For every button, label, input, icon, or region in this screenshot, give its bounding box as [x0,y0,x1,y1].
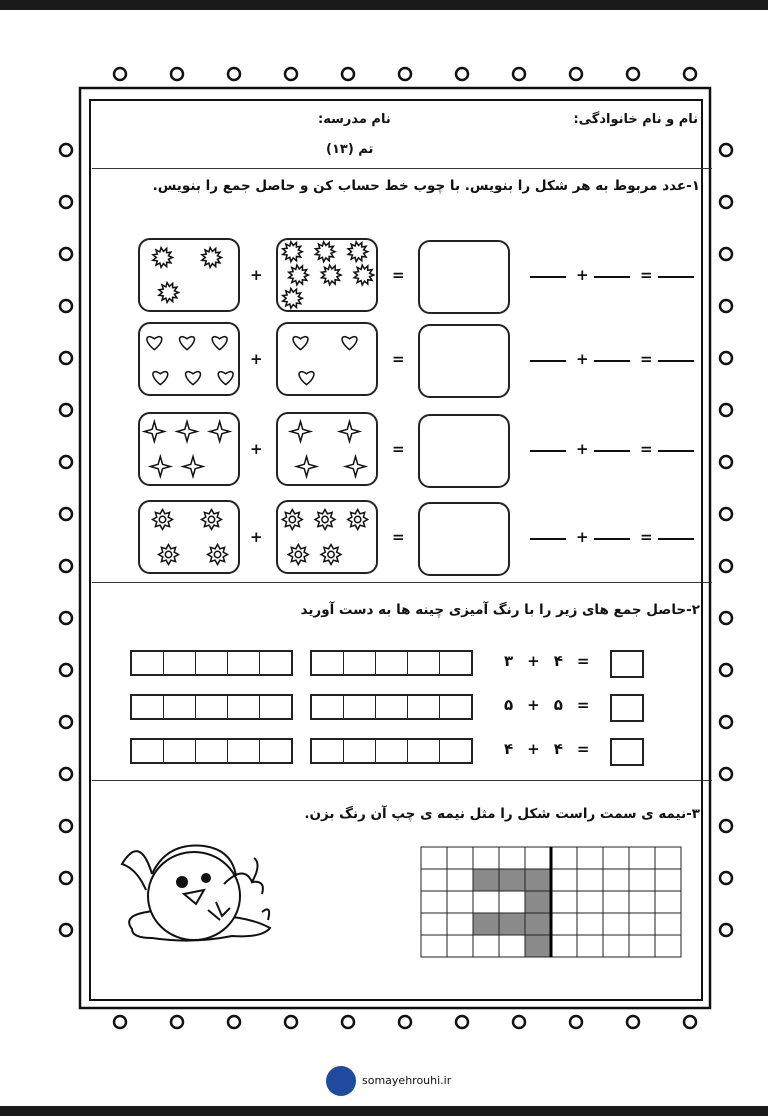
strip-cell[interactable] [439,740,471,762]
grid-cell[interactable] [447,869,473,891]
answer-box[interactable] [418,324,510,398]
heart-shape [153,372,168,385]
sun-center [354,516,360,522]
sum-answer-box[interactable] [610,650,644,678]
strip-cell[interactable] [132,696,163,718]
operand-a: ۵ [553,696,563,714]
strip-cell[interactable] [163,696,195,718]
sun-shape [315,510,335,530]
strip-cell[interactable] [407,652,439,674]
grid-cell[interactable] [629,847,655,869]
grid-cell[interactable] [577,913,603,935]
sun-shape [348,510,368,530]
strip-cell[interactable] [227,740,259,762]
grid-cell[interactable] [655,891,681,913]
strip-cell[interactable] [312,696,343,718]
operand-b: ۳ [504,652,514,670]
sum-answer-box[interactable] [610,694,644,722]
sun-center [159,516,165,522]
grid-cell[interactable] [421,913,447,935]
plus-sign: + [527,652,540,670]
grid-cell[interactable] [499,869,525,891]
q3-title: ۳-نیمه ی سمت راست شکل را مثل نیمه ی چپ آن رنگ بزن. [304,806,700,822]
tally-equals: = [640,440,653,458]
equals-sign: = [392,528,405,546]
left-shape-box [138,500,240,574]
plus-sign: + [250,528,263,546]
sun-center [328,551,334,557]
worksheet-page [0,10,768,1106]
grid-cell[interactable] [499,913,525,935]
strip-cell[interactable] [259,652,291,674]
grid-cell[interactable] [499,847,525,869]
sparkle-shape [340,422,360,442]
heart-shape [299,372,314,385]
grid-cell[interactable] [603,935,629,957]
grid-cell[interactable] [603,913,629,935]
right-shape-box [276,322,378,396]
strip-cell[interactable] [259,740,291,762]
grid-cell[interactable] [473,847,499,869]
tally-blank-3[interactable] [658,538,694,540]
sun-center [289,516,295,522]
grid-cell[interactable] [421,847,447,869]
school-name-label: نام مدرسه: [318,112,391,127]
grid-cell[interactable] [499,891,525,913]
grid-cell[interactable] [629,869,655,891]
grid-cell[interactable] [447,935,473,957]
equals-sign: = [392,440,405,458]
right-shape-box [276,238,378,312]
sun-group [140,502,238,572]
tally-equals: = [640,528,653,546]
grid-cell[interactable] [447,913,473,935]
grid-cell[interactable] [473,935,499,957]
heart-shape [293,337,308,350]
burst-group [278,240,376,310]
student-name-label: نام و نام خانوادگی: [573,112,698,127]
header-divider [92,168,712,169]
sparkle-group [278,414,376,484]
grid-cell[interactable] [577,869,603,891]
tally-blank-1[interactable] [530,360,566,362]
right-shape-box [276,412,378,486]
burst-shape [321,265,341,285]
answer-box[interactable] [418,240,510,314]
strip-cell[interactable] [163,740,195,762]
sun-shape [288,545,308,565]
left-shape-box [138,322,240,396]
grid-cell[interactable] [551,935,577,957]
operand-a: ۴ [553,740,563,758]
sparkle-group [140,414,238,484]
strip-cell[interactable] [343,652,375,674]
strip-cell[interactable] [195,740,227,762]
plus-sign: + [527,740,540,758]
grid-cell[interactable] [655,913,681,935]
equals-sign: = [576,696,590,714]
grid-cell[interactable] [603,891,629,913]
sparkle-shape [177,422,197,442]
tally-blank-1[interactable] [530,450,566,452]
sum-answer-box[interactable] [610,738,644,766]
tally-plus: + [576,350,589,368]
tally-blank-1[interactable] [530,276,566,278]
counting-strip-left[interactable] [130,650,293,676]
tally-blank-3[interactable] [658,450,694,452]
q2-title: ۲-حاصل جمع های زیر را با رنگ آمیزی چینه ها به دست آورید [300,602,700,618]
operand-b: ۵ [504,696,514,714]
strip-cell[interactable] [132,740,163,762]
counting-strip-right[interactable] [310,650,473,676]
strip-cell[interactable] [439,652,471,674]
grid-cell[interactable] [655,935,681,957]
sun-center [208,516,214,522]
strip-cell[interactable] [312,652,343,674]
counting-strip-right[interactable] [310,738,473,764]
burst-group [140,240,238,310]
sun-center [322,516,328,522]
sun-center [165,551,171,557]
strip-cell[interactable] [132,652,163,674]
sun-center [214,551,220,557]
grid-cell[interactable] [655,869,681,891]
grid-cell[interactable] [551,891,577,913]
grid-cell[interactable] [421,891,447,913]
strip-cell[interactable] [375,740,407,762]
tally-plus: + [576,528,589,546]
sun-shape [202,510,222,530]
tally-equals: = [640,266,653,284]
grid-cell[interactable] [473,869,499,891]
grid-cell[interactable] [525,913,551,935]
theme-label: تم (۱۳) [326,142,374,157]
sparkle-shape [210,422,230,442]
burst-shape [283,288,303,308]
sparkle-shape [291,422,311,442]
equals-sign: = [576,740,590,758]
grid-cell[interactable] [551,847,577,869]
equation [504,652,589,670]
equation [504,740,589,758]
strip-cell[interactable] [375,652,407,674]
heart-group [278,324,376,394]
grid-cell[interactable] [421,869,447,891]
burst-shape [283,242,303,262]
heart-shape [218,372,233,385]
grid-cell[interactable] [551,913,577,935]
website-text: somayehrouhi.ir [362,1074,452,1087]
q2-divider [92,780,712,781]
burst-shape [354,265,374,285]
grid-cell[interactable] [473,913,499,935]
right-shape-box [276,500,378,574]
heart-shape [212,337,227,350]
grid-cell[interactable] [447,891,473,913]
answer-box[interactable] [418,502,510,576]
strip-cell[interactable] [439,696,471,718]
grid-cell[interactable] [421,935,447,957]
equals-sign: = [392,266,405,284]
q1-divider [92,582,712,583]
burst-shape [202,248,222,268]
grid-cell[interactable] [603,869,629,891]
tally-blank-2[interactable] [594,276,630,278]
equation [504,696,589,714]
burst-shape [159,283,179,303]
grid-cell[interactable] [577,891,603,913]
sparkle-shape [346,457,366,477]
sparkle-shape [144,422,164,442]
strip-cell[interactable] [227,652,259,674]
q1-title: ۱-عدد مربوط به هر شکل را بنویس. با چوب خط حساب کن و حاصل جمع را بنویس. [152,178,700,194]
plus-sign: + [527,696,540,714]
grid-cell[interactable] [525,847,551,869]
tally-plus: + [576,440,589,458]
heart-shape [147,337,162,350]
heart-group [140,324,238,394]
strip-cell[interactable] [407,740,439,762]
tally-equals: = [640,350,653,368]
site-logo [326,1066,356,1096]
strip-cell[interactable] [343,740,375,762]
strip-cell[interactable] [195,652,227,674]
answer-box[interactable] [418,414,510,488]
heart-shape [180,337,195,350]
sparkle-shape [183,457,203,477]
grid-cell[interactable] [525,935,551,957]
sun-shape [321,545,341,565]
plus-sign: + [250,350,263,368]
strip-cell[interactable] [163,652,195,674]
counting-strip-left[interactable] [130,694,293,720]
heart-shape [186,372,201,385]
strip-cell[interactable] [227,696,259,718]
operand-a: ۴ [553,652,563,670]
left-shape-box [138,238,240,312]
heart-shape [342,337,357,350]
tally-blank-2[interactable] [594,538,630,540]
strip-cell[interactable] [407,696,439,718]
tally-blank-1[interactable] [530,538,566,540]
grid-cell[interactable] [629,891,655,913]
grid-cell[interactable] [629,913,655,935]
operand-b: ۴ [504,740,514,758]
grid-cell[interactable] [447,847,473,869]
tally-blank-3[interactable] [658,276,694,278]
grid-cell[interactable] [551,869,577,891]
grid-cell[interactable] [473,891,499,913]
sparkle-shape [150,457,170,477]
tally-blank-3[interactable] [658,360,694,362]
tally-blank-2[interactable] [594,450,630,452]
grid-cell[interactable] [629,935,655,957]
strip-cell[interactable] [343,696,375,718]
coloring-grid[interactable] [420,846,682,958]
counting-strip-left[interactable] [130,738,293,764]
strip-cell[interactable] [375,696,407,718]
sun-shape [208,545,228,565]
grid-cell[interactable] [577,935,603,957]
sun-shape [153,510,173,530]
burst-shape [289,265,309,285]
sparkle-shape [297,457,317,477]
grid-cell[interactable] [655,847,681,869]
sun-center [295,551,301,557]
equals-sign: = [576,652,590,670]
grid-cell[interactable] [499,935,525,957]
chick-illustration [112,824,282,954]
tally-plus: + [576,266,589,284]
counting-strip-right[interactable] [310,694,473,720]
plus-sign: + [250,266,263,284]
burst-shape [315,242,335,262]
plus-sign: + [250,440,263,458]
strip-cell[interactable] [312,740,343,762]
equals-sign: = [392,350,405,368]
tally-blank-2[interactable] [594,360,630,362]
grid-cell[interactable] [525,869,551,891]
grid-cell[interactable] [603,847,629,869]
burst-shape [153,248,173,268]
sun-shape [159,545,179,565]
sun-shape [282,510,302,530]
grid-cell[interactable] [525,891,551,913]
burst-shape [348,242,368,262]
strip-cell[interactable] [195,696,227,718]
sun-group [278,502,376,572]
grid-cell[interactable] [577,847,603,869]
strip-cell[interactable] [259,696,291,718]
left-shape-box [138,412,240,486]
